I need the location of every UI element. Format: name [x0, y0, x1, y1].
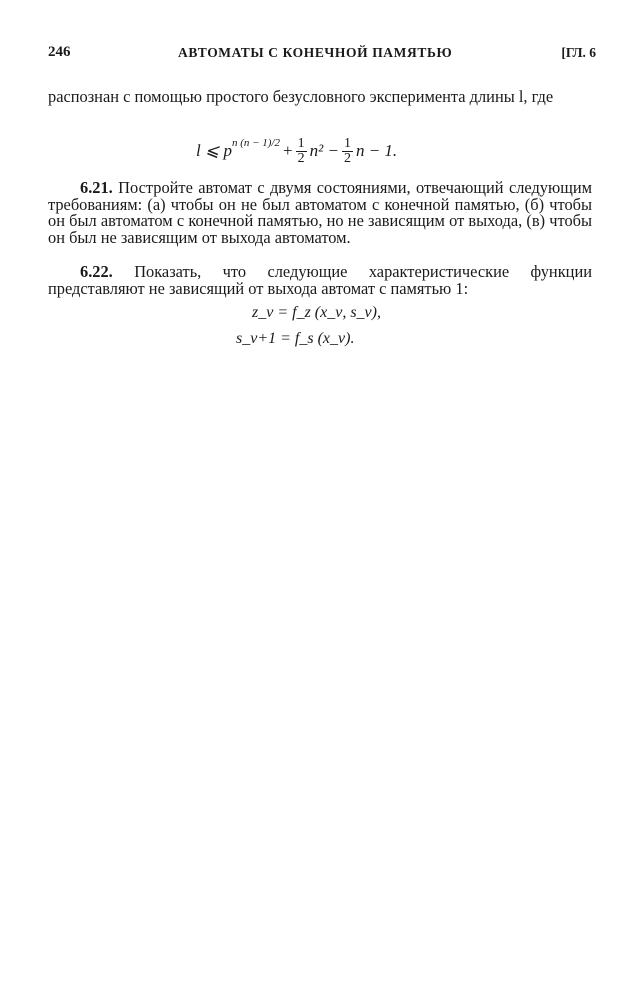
fraction-numerator: 1 — [343, 135, 351, 151]
state-function-formula: s_ν+1 = f_s (x_ν). — [236, 330, 355, 347]
exercise-number: 6.21. — [80, 178, 113, 197]
exercise-text: Показать, что следующие характеристические функции представляют не зависящий от выхода автомат с памятью 1: — [48, 262, 592, 298]
chapter-title: АВТОМАТЫ С КОНЕЧНОЙ ПАМЯТЬЮ — [178, 45, 453, 60]
formula-plus: + — [283, 141, 293, 160]
chapter-marker: [ГЛ. 6 — [561, 45, 596, 60]
fraction-one-half-b — [342, 137, 353, 166]
formula-lhs: l ⩽ p — [196, 141, 232, 160]
exercise-6-22 — [48, 264, 592, 297]
exercise-text: Постройте автомат с двумя состояниями, отвечающий следующим требованиям: (а) чтобы он не был автоматом с конечной памятью, (б) чтобы он был автоматом с конечной памятью, но не зависящим от выхода, (в) чтобы он был не зависящим от выхода автоматом. — [48, 178, 592, 247]
intro-paragraph: распознан с помощью простого безусловного эксперимента длины l, где — [48, 87, 554, 106]
page-number: 246 — [48, 44, 71, 60]
exercise-number: 6.22. — [80, 262, 113, 281]
running-head — [48, 44, 596, 66]
fraction-denominator: 2 — [297, 150, 305, 166]
fraction-denominator: 2 — [343, 150, 351, 166]
output-function-formula: z_ν = f_z (x_ν, s_ν), — [252, 304, 381, 321]
main-inequality — [196, 131, 397, 171]
formula-term-n-minus-one: n − 1. — [355, 141, 398, 160]
fraction-one-half-a — [296, 137, 307, 166]
fraction-numerator: 1 — [297, 135, 305, 151]
formula-exponent: n (n − 1)/2 — [231, 137, 281, 149]
exercise-6-21 — [48, 180, 592, 246]
formula-term-n-squared: n² − — [309, 141, 339, 160]
